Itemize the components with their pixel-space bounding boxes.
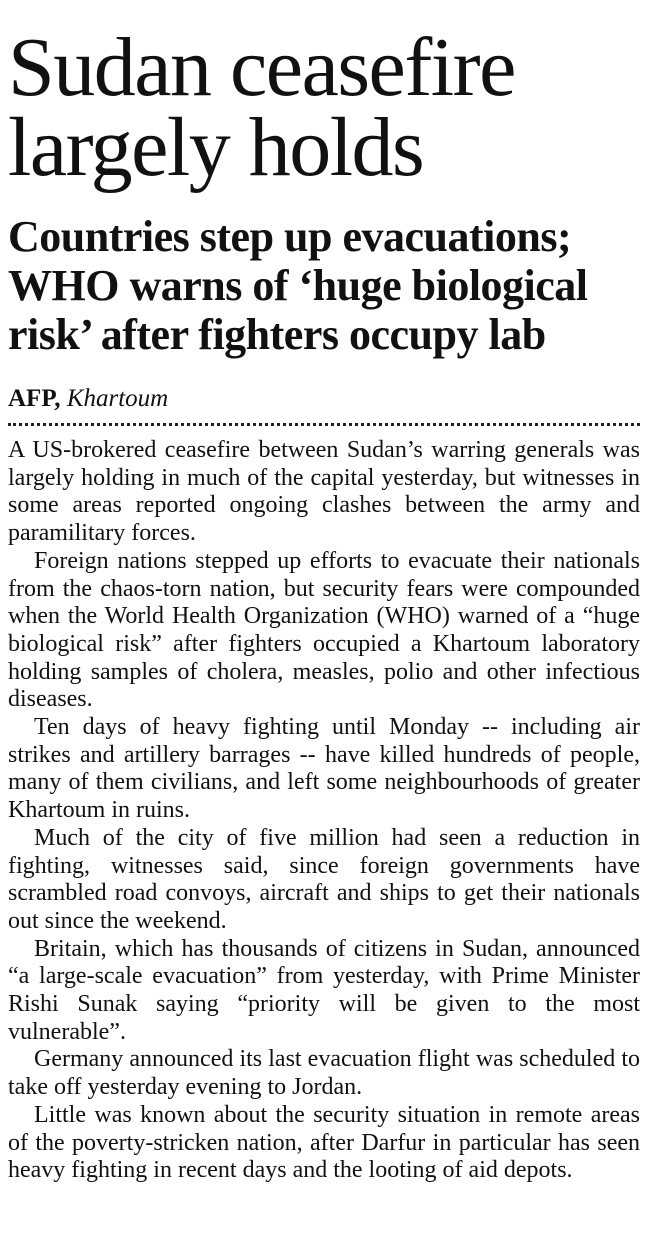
byline-location: Khartoum xyxy=(66,385,169,412)
body-paragraph: Ten days of heavy fighting until Monday -- including air strikes and artillery barrages -- have killed hundreds of people, many of them civilians, and left some neighbourhoods of greater Khartoum in ruins. xyxy=(8,714,640,824)
body-paragraph: Germany announced its last evacuation flight was scheduled to take off yesterday evening to Jordan. xyxy=(8,1046,640,1101)
body-paragraph: A US-brokered ceasefire between Sudan’s warring generals was largely holding in much of the capital yesterday, but witnesses in some areas reported ongoing clashes between the army and paramilitary forces. xyxy=(8,437,640,547)
body-paragraph: Foreign nations stepped up efforts to evacuate their nationals from the chaos-torn nation, but security fears were compounded when the World Health Organization (WHO) warned of a “huge biological risk” after fighters occupied a Khartoum laboratory holding samples of cholera, measles, polio and other infectious diseases. xyxy=(8,547,640,713)
body-paragraph: Much of the city of five million had seen a reduction in fighting, witnesses said, since foreign governments have scrambled road convoys, aircraft and ships to get their nationals out since the weekend. xyxy=(8,824,640,934)
byline-agency: AFP, xyxy=(8,385,61,412)
byline xyxy=(8,385,640,413)
article-headline: Sudan ceasefire largely holds xyxy=(8,21,515,194)
body-paragraph: Britain, which has thousands of citizens in Sudan, announced “a large-scale evacuation” from yesterday, with Prime Minister Rishi Sunak saying “priority will be given to the most vulnerable”. xyxy=(8,935,640,1045)
article-subheadline: Countries step up evacuations; WHO warns of ‘huge biological risk’ after fighters occupy lab xyxy=(8,212,588,359)
article-body xyxy=(8,437,640,1185)
dotted-separator xyxy=(8,423,640,426)
body-paragraph: Little was known about the security situation in remote areas of the poverty-stricken nation, after Darfur in particular has seen heavy fighting in recent days and the looting of aid depots. xyxy=(8,1101,640,1184)
